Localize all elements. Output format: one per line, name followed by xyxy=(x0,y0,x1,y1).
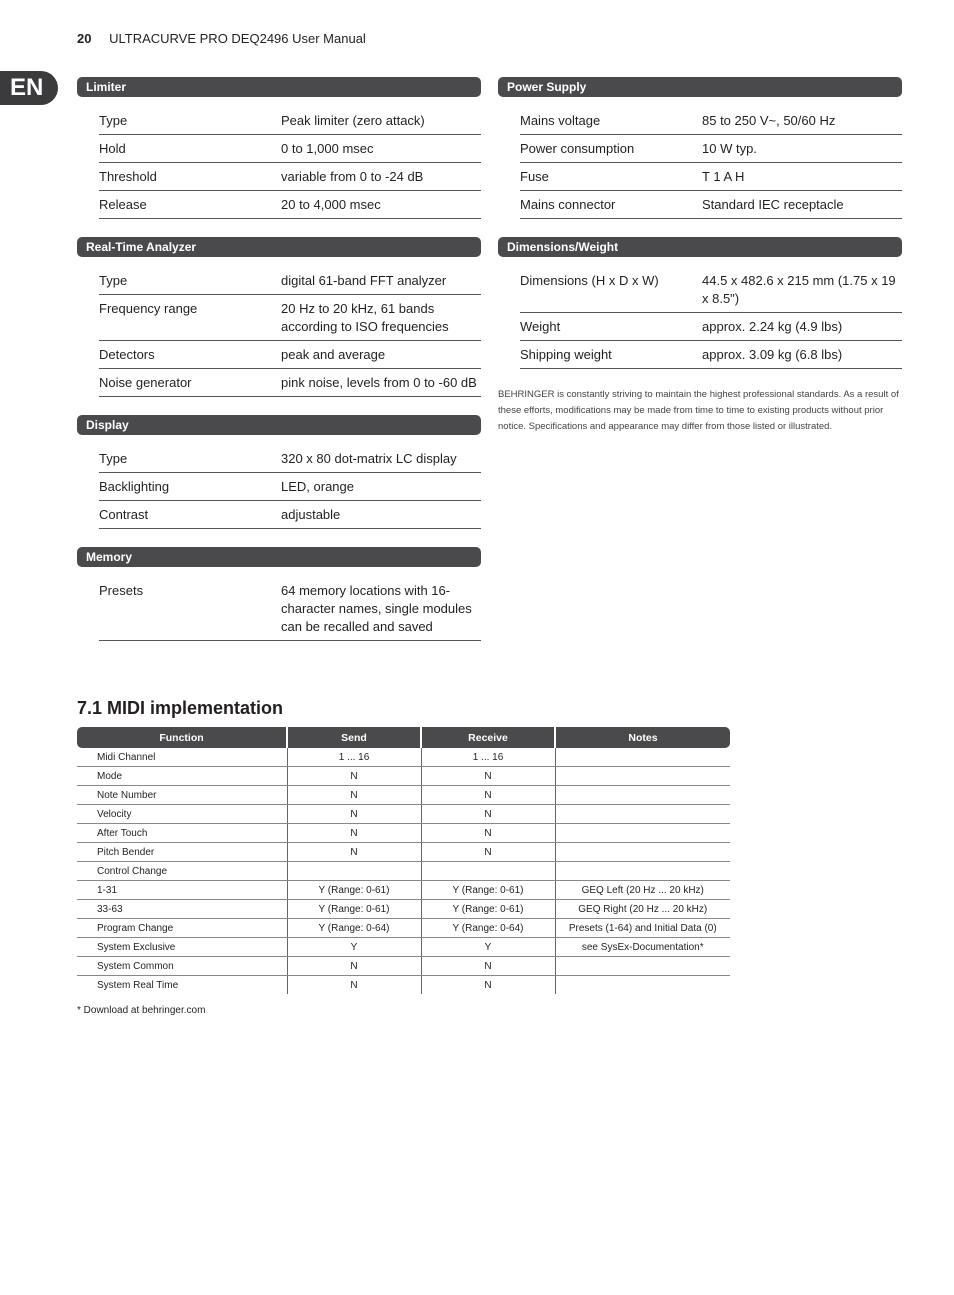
spec-label: Weight xyxy=(520,319,561,334)
spec-label: Noise generator xyxy=(99,375,192,390)
table-cell-function: 1-31 xyxy=(77,881,287,900)
spec-row xyxy=(99,163,481,191)
table-cell-send: N xyxy=(287,843,421,862)
document-title: ULTRACURVE PRO DEQ2496 User Manual xyxy=(109,31,366,46)
spec-value: 85 to 250 V~, 50/60 Hz xyxy=(702,113,836,128)
table-cell-function: Midi Channel xyxy=(77,748,287,767)
table-row xyxy=(77,900,730,919)
table-cell-notes xyxy=(555,786,730,805)
spec-section-real-time-analyzer xyxy=(77,237,481,397)
table-cell-notes xyxy=(555,843,730,862)
table-header-row xyxy=(77,727,730,748)
spec-section-power-supply xyxy=(498,77,902,219)
table-cell-receive: 1 ... 16 xyxy=(421,748,555,767)
table-cell-function: 33-63 xyxy=(77,900,287,919)
table-cell-function: Mode xyxy=(77,767,287,786)
table-cell-notes xyxy=(555,805,730,824)
table-cell-receive: N xyxy=(421,843,555,862)
table-cell-function: Control Change xyxy=(77,862,287,881)
spec-row xyxy=(520,163,902,191)
spec-value: pink noise, levels from 0 to -60 dB xyxy=(281,375,477,390)
spec-value: 20 to 4,000 msec xyxy=(281,197,381,212)
page-number: 20 xyxy=(77,31,92,46)
table-row xyxy=(77,824,730,843)
table-cell-send: Y (Range: 0-64) xyxy=(287,919,421,938)
column-header-notes: Notes xyxy=(555,727,730,748)
table-cell-receive: N xyxy=(421,786,555,805)
spec-label: Type xyxy=(99,113,128,128)
table-cell-notes xyxy=(555,957,730,976)
table-cell-send: Y (Range: 0-61) xyxy=(287,900,421,919)
spec-row xyxy=(520,341,902,369)
table-cell-receive: N xyxy=(421,957,555,976)
table-cell-function: System Exclusive xyxy=(77,938,287,957)
table-row xyxy=(77,919,730,938)
section-title: Limiter xyxy=(77,77,481,97)
table-cell-send: Y (Range: 0-61) xyxy=(287,881,421,900)
table-cell-receive: N xyxy=(421,824,555,843)
table-cell-send: 1 ... 16 xyxy=(287,748,421,767)
spec-label: Detectors xyxy=(99,347,155,362)
spec-value: Peak limiter (zero attack) xyxy=(281,113,425,128)
spec-value: 0 to 1,000 msec xyxy=(281,141,374,156)
spec-row xyxy=(99,473,481,501)
spec-label: Hold xyxy=(99,141,126,156)
table-cell-send: N xyxy=(287,767,421,786)
spec-section-limiter xyxy=(77,77,481,219)
table-row xyxy=(77,767,730,786)
spec-row xyxy=(520,107,902,135)
table-cell-receive xyxy=(421,862,555,881)
table-cell-send: Y xyxy=(287,938,421,957)
spec-value: 20 Hz to 20 kHz, 61 bands according to ISO frequencies xyxy=(281,301,449,334)
spec-value: 64 memory locations with 16-character names, single modules can be recalled and saved xyxy=(281,583,472,634)
table-cell-function: System Real Time xyxy=(97,979,179,991)
spec-row xyxy=(99,369,481,397)
table-cell-notes xyxy=(555,767,730,786)
table-cell-receive: Y (Range: 0-61) xyxy=(421,881,555,900)
spec-label: Dimensions (H x D x W) xyxy=(520,273,659,288)
table-row xyxy=(77,881,730,900)
spec-row xyxy=(99,577,481,641)
spec-value: Standard IEC receptacle xyxy=(702,197,844,212)
table-cell-send: N xyxy=(287,957,421,976)
spec-value: adjustable xyxy=(281,507,341,522)
table-row xyxy=(77,957,730,976)
column-header-function: Function xyxy=(77,727,287,748)
table-cell-send: N xyxy=(287,824,421,843)
table-row xyxy=(77,976,730,995)
table-cell-send: N xyxy=(287,786,421,805)
table-row xyxy=(77,938,730,957)
table-cell-receive: N xyxy=(421,805,555,824)
spec-row xyxy=(520,267,902,313)
table-cell-send xyxy=(287,862,421,881)
section-title: Power Supply xyxy=(498,77,902,97)
spec-label: Fuse xyxy=(520,169,549,184)
spec-value: approx. 3.09 kg (6.8 lbs) xyxy=(702,347,843,362)
right-spec-column xyxy=(498,77,902,435)
spec-section-dimensions-weight xyxy=(498,237,902,369)
spec-label: Presets xyxy=(99,583,144,598)
table-cell-receive: Y xyxy=(421,938,555,957)
table-row xyxy=(77,805,730,824)
table-row xyxy=(77,843,730,862)
spec-row xyxy=(99,191,481,219)
spec-row xyxy=(520,135,902,163)
table-cell-notes: see SysEx-Documentation* xyxy=(555,938,730,957)
table-row xyxy=(77,862,730,881)
disclaimer-text: BEHRINGER is constantly striving to maintain the highest professional standards. As a result of these efforts, modifications may be made from time to time to existing products without prior notice. Specifications and appearance may differ from those listed or illustrated. xyxy=(498,389,899,432)
spec-value: 44.5 x 482.6 x 215 mm (1.75 x 19 x 8.5") xyxy=(702,273,896,306)
spec-value: T 1 A H xyxy=(702,169,745,184)
column-header-send: Send xyxy=(287,727,421,748)
page-header xyxy=(77,31,366,46)
spec-value: variable from 0 to -24 dB xyxy=(281,169,424,184)
spec-value: 320 x 80 dot-matrix LC display xyxy=(281,451,457,466)
spec-value: digital 61-band FFT analyzer xyxy=(281,273,447,288)
table-cell-function: Velocity xyxy=(77,805,287,824)
left-spec-column xyxy=(77,77,481,659)
table-row xyxy=(77,786,730,805)
spec-row xyxy=(99,341,481,369)
spec-label: Release xyxy=(99,197,147,212)
table-cell-send: N xyxy=(287,805,421,824)
footnote: * Download at behringer.com xyxy=(77,1005,206,1016)
spec-row xyxy=(99,107,481,135)
section-title: Memory xyxy=(77,547,481,567)
spec-label: Type xyxy=(99,451,128,466)
spec-row xyxy=(99,135,481,163)
section-title: Dimensions/Weight xyxy=(498,237,902,257)
spec-label: Type xyxy=(99,273,128,288)
table-cell-notes xyxy=(555,862,730,881)
spec-label: Mains voltage xyxy=(520,113,601,128)
table-cell-receive: N xyxy=(421,767,555,786)
table-cell-receive: Y (Range: 0-64) xyxy=(421,919,555,938)
table-cell-notes xyxy=(555,824,730,843)
table-cell-function: Note Number xyxy=(77,786,287,805)
spec-label: Mains connector xyxy=(520,197,616,212)
spec-label: Threshold xyxy=(99,169,157,184)
table-cell-send: N xyxy=(287,976,421,995)
spec-value: approx. 2.24 kg (4.9 lbs) xyxy=(702,319,843,334)
section-title: Real-Time Analyzer xyxy=(77,237,481,257)
section-title: Display xyxy=(77,415,481,435)
spec-label: Backlighting xyxy=(99,479,170,494)
table-cell-function: After Touch xyxy=(77,824,287,843)
table-cell-receive: N xyxy=(421,976,555,995)
column-header-receive: Receive xyxy=(421,727,555,748)
table-cell-notes: GEQ Left (20 Hz ... 20 kHz) xyxy=(555,881,730,900)
table-cell-receive: Y (Range: 0-61) xyxy=(421,900,555,919)
table-cell-notes xyxy=(555,976,730,995)
spec-row xyxy=(99,445,481,473)
table-cell-notes: Presets (1-64) and Initial Data (0) xyxy=(555,919,730,938)
spec-label: Shipping weight xyxy=(520,347,612,362)
table-cell-function: Pitch Bender xyxy=(77,843,287,862)
spec-value: 10 W typ. xyxy=(702,141,757,156)
spec-value: LED, orange xyxy=(281,479,354,494)
spec-row xyxy=(520,191,902,219)
spec-section-display xyxy=(77,415,481,529)
spec-row xyxy=(99,295,481,341)
spec-row xyxy=(520,313,902,341)
spec-value: peak and average xyxy=(281,347,386,362)
midi-implementation-table xyxy=(77,727,730,994)
spec-label: Power consumption xyxy=(520,141,635,156)
table-cell-notes xyxy=(555,748,730,767)
spec-section-memory xyxy=(77,547,481,641)
table-cell-notes: GEQ Right (20 Hz ... 20 kHz) xyxy=(555,900,730,919)
language-tab: EN xyxy=(0,71,58,105)
spec-row xyxy=(99,267,481,295)
midi-section-title: 7.1 MIDI implementation xyxy=(77,698,284,718)
table-cell-function: Program Change xyxy=(77,919,287,938)
spec-row xyxy=(99,501,481,529)
table-cell-function: System Common xyxy=(77,957,287,976)
spec-label: Frequency range xyxy=(99,301,198,316)
spec-label: Contrast xyxy=(99,507,149,522)
table-row xyxy=(77,748,730,767)
